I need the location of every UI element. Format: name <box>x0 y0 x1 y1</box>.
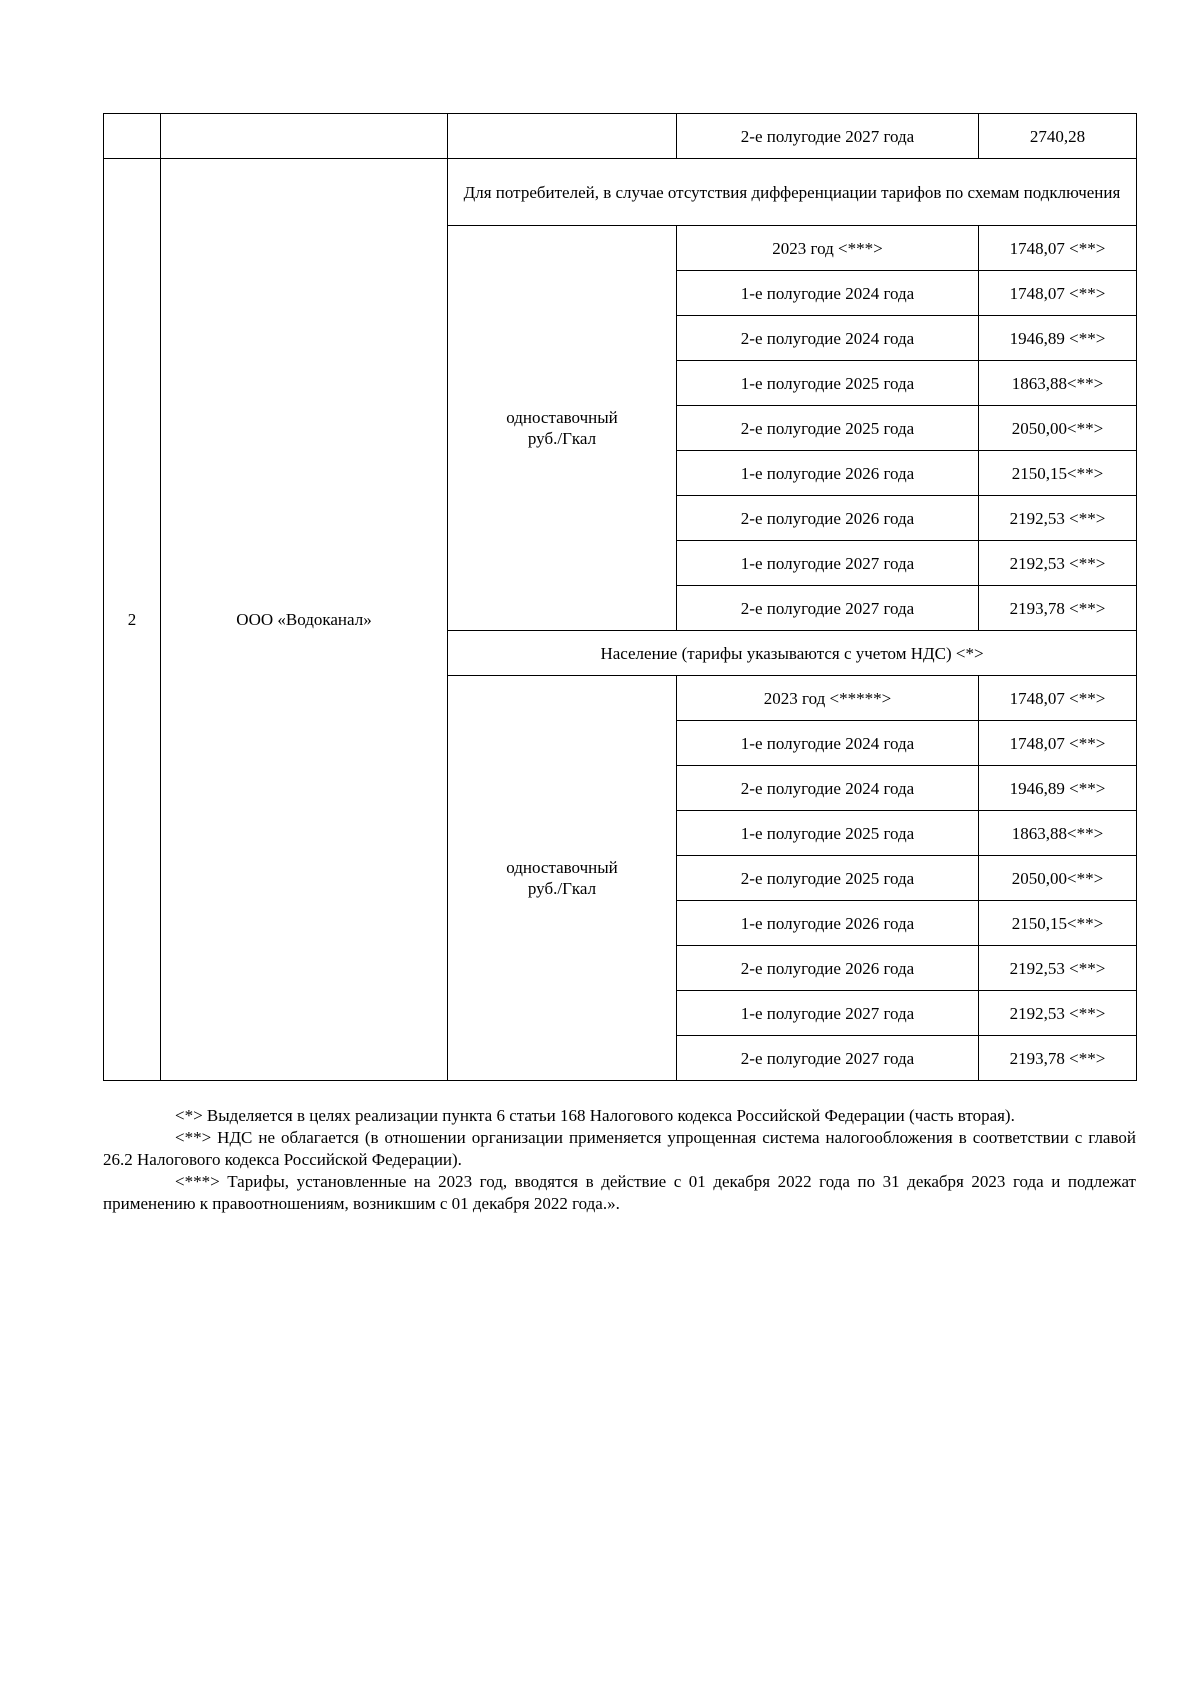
period-cell: 1-е полугодие 2027 года <box>677 541 979 586</box>
value-cell: 1748,07 <**> <box>979 226 1137 271</box>
value-cell: 2150,15<**> <box>979 451 1137 496</box>
table-row <box>104 114 1137 159</box>
value-cell: 2150,15<**> <box>979 901 1137 946</box>
value-cell: 2193,78 <**> <box>979 1036 1137 1081</box>
period-cell: 2-е полугодие 2026 года <box>677 946 979 991</box>
period-cell: 2-е полугодие 2025 года <box>677 856 979 901</box>
value-cell: 2192,53 <**> <box>979 541 1137 586</box>
period-cell: 1-е полугодие 2024 года <box>677 721 979 766</box>
value-cell: 2740,28 <box>979 114 1137 159</box>
period-cell: 2-е полугодие 2026 года <box>677 496 979 541</box>
period-cell: 2-е полугодие 2027 года <box>677 1036 979 1081</box>
tariff-type-label: одноставочный <box>506 858 618 877</box>
organization-cell: ООО «Водоканал» <box>161 159 448 1081</box>
period-cell: 2023 год <***> <box>677 226 979 271</box>
period-cell: 2-е полугодие 2024 года <box>677 766 979 811</box>
period-cell: 2-е полугодие 2027 года <box>677 114 979 159</box>
tariff-type-cell <box>448 676 677 1081</box>
period-cell: 1-е полугодие 2025 года <box>677 361 979 406</box>
empty-cell <box>448 114 677 159</box>
empty-cell <box>104 114 161 159</box>
footnotes <box>103 1105 1136 1215</box>
value-cell: 1748,07 <**> <box>979 721 1137 766</box>
tariff-table <box>103 113 1137 1081</box>
period-cell: 1-е полугодие 2026 года <box>677 451 979 496</box>
value-cell: 1946,89 <**> <box>979 316 1137 361</box>
value-cell: 2050,00<**> <box>979 406 1137 451</box>
footnote: <***> Тарифы, установленные на 2023 год, вводятся в действие с 01 декабря 2022 года по 31 декабря 2023 года и подлежат применению к правоотношениям, возникшим с 01 декабря 2022 года.». <box>103 1172 1136 1213</box>
footnote: <**> НДС не облагается (в отношении организации применяется упрощенная система налогообложения в соответствии с главой 26.2 Налогового кодекса Российской Федерации). <box>103 1128 1136 1169</box>
tariff-type-label: одноставочный <box>506 408 618 427</box>
table-row <box>104 159 1137 226</box>
footnote: <*> Выделяется в целях реализации пункта 6 статьи 168 Налогового кодекса Российской Федерации (часть вторая). <box>175 1106 1015 1125</box>
tariff-type-cell <box>448 226 677 631</box>
value-cell: 2193,78 <**> <box>979 586 1137 631</box>
value-cell: 1748,07 <**> <box>979 676 1137 721</box>
value-cell: 2192,53 <**> <box>979 946 1137 991</box>
value-cell: 1863,88<**> <box>979 361 1137 406</box>
group-header-cell: Для потребителей, в случае отсутствия дифференциации тарифов по схемам подключения <box>448 159 1137 226</box>
value-cell: 1748,07 <**> <box>979 271 1137 316</box>
period-cell: 2-е полугодие 2024 года <box>677 316 979 361</box>
period-cell: 2-е полугодие 2025 года <box>677 406 979 451</box>
value-cell: 2192,53 <**> <box>979 496 1137 541</box>
period-cell: 2-е полугодие 2027 года <box>677 586 979 631</box>
empty-cell <box>161 114 448 159</box>
value-cell: 1863,88<**> <box>979 811 1137 856</box>
period-cell: 1-е полугодие 2024 года <box>677 271 979 316</box>
period-cell: 1-е полугодие 2025 года <box>677 811 979 856</box>
row-number-cell: 2 <box>104 159 161 1081</box>
group-header-cell: Население (тарифы указываются с учетом НДС) <*> <box>448 631 1137 676</box>
tariff-unit-label: руб./Гкал <box>527 879 597 898</box>
value-cell: 2050,00<**> <box>979 856 1137 901</box>
value-cell: 2192,53 <**> <box>979 991 1137 1036</box>
value-cell: 1946,89 <**> <box>979 766 1137 811</box>
period-cell: 1-е полугодие 2026 года <box>677 901 979 946</box>
tariff-unit-label: руб./Гкал <box>527 429 597 448</box>
period-cell: 2023 год <*****> <box>677 676 979 721</box>
period-cell: 1-е полугодие 2027 года <box>677 991 979 1036</box>
